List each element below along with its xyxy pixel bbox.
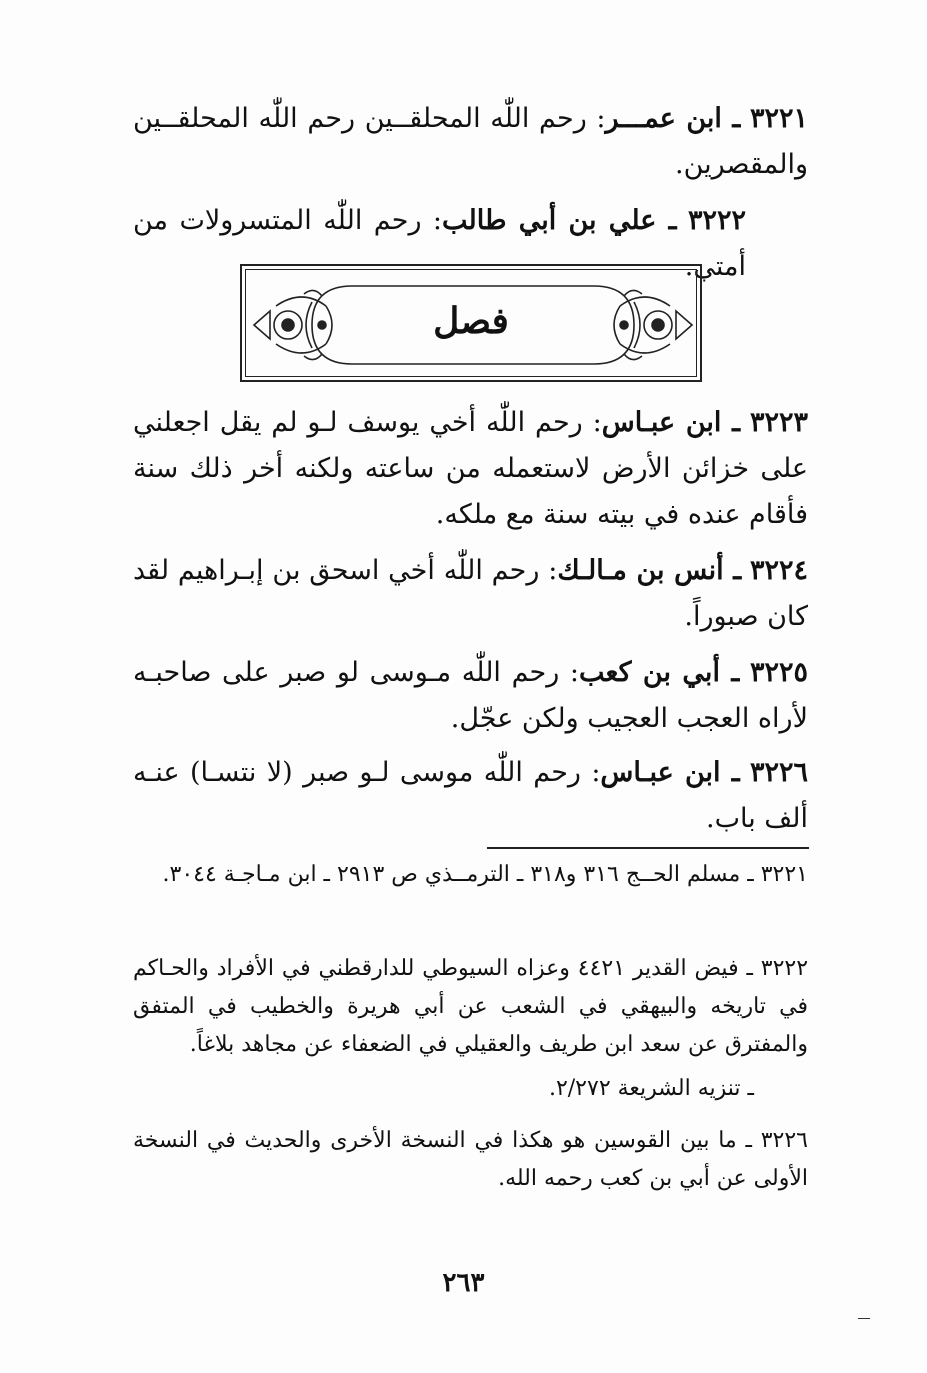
- hadith-entry-3221: ٣٢٢١ ـ ابن عمـــر: رحم اللّٰه المحلقــين رحم اللّٰه المحلقــين والمقصرين.: [133, 103, 808, 180]
- entry-number: ٣٢٢٥: [750, 657, 809, 688]
- hadith-text: رحم اللّٰه أخي اسحق بن إبـراهيم لقد كان صبوراً.: [133, 555, 808, 632]
- hadith-entry-3222: ٣٢٢٢ ـ علي بن أبي طالب: رحم اللّٰه المتسرولات من أمتي.: [133, 205, 746, 282]
- footnote-3226: ٣٢٢٦ ـ ما بين القوسين هو هكذا في النسخة الأخرى والحديث في النسخة الأولى عن أبي بن كعب رحمه الله.: [133, 1128, 808, 1191]
- hadith-text: رحم اللّٰه المحلقــين رحم اللّٰه المحلقــين والمقصرين.: [133, 103, 808, 180]
- section-heading-frame: [240, 264, 702, 382]
- hadith-entry-3226: ٣٢٢٦ ـ ابن عبـاس: رحم اللّٰه موسى لـو صبر (لا نتسـا) عنـه ألف باب.: [133, 757, 809, 834]
- entry-number: ٣٢٢٢: [687, 205, 746, 236]
- hadith-text: رحم اللّٰه مـوسى لو صبر على صاحبـه لأراه العجب العجيب ولكن عجّل.: [133, 657, 808, 734]
- footnote-3222: ٣٢٢٢ ـ فيض القدير ٤٤٢١ وعزاه السيوطي للدارقطني في الأفراد والحـاكم في تاريخه والبيهقي في الشعب عن أبي هريرة والخطيب في المتفق والمفترق عن سعد ابن طريف والعقيلي في الضعفاء عن مجاهد بلاغاً.: [133, 956, 809, 1057]
- narrator: علي بن أبي طالب: [442, 205, 657, 236]
- entry-number: ٣٢٢٦: [750, 757, 809, 788]
- narrator: ابن عمـــر: [605, 103, 722, 134]
- hadith-text: رحم اللّٰه المتسرولات من أمتي.: [133, 205, 746, 282]
- section-heading: فصل: [433, 300, 509, 342]
- page-number: ٢٦٣: [442, 1268, 485, 1298]
- narrator: أنس بن مـالـك: [557, 555, 724, 586]
- narrator: ابن عبـاس: [601, 407, 722, 438]
- entry-number: ٣٢٢١: [749, 103, 808, 134]
- entry-number: ٣٢٢٤: [750, 555, 809, 586]
- footnote-tanzih: ـ تنزيه الشريعة ٢/٢٧٢.: [548, 1076, 754, 1101]
- hadith-entry-3223: ٣٢٢٣ ـ ابن عبـاس: رحم اللّٰه أخي يوسف لـو لم يقل اجعلني على خزائن الأرض لاستعمله من ساعته ولكنه أخر ذلك سنة فأقام عنده في بيته سنة مع ملكه.: [133, 407, 809, 530]
- entry-number: ٣٢٢٣: [750, 407, 809, 438]
- hadith-text: رحم اللّٰه موسى لـو صبر (لا نتسـا) عنـه ألف باب.: [133, 757, 808, 834]
- margin-mark: [858, 1318, 870, 1319]
- footnote-3221: ٣٢٢١ ـ مسلم الحــج ٣١٦ و٣١٨ ـ الترمــذي ص ٢٩١٣ ـ ابن مـاجـة ٣٠٤٤.: [162, 862, 808, 887]
- narrator: أبي بن كعب: [579, 657, 720, 688]
- narrator: ابن عبـاس: [600, 757, 721, 788]
- hadith-text: رحم اللّٰه أخي يوسف لـو لم يقل اجعلني على خزائن الأرض لاستعمله من ساعته ولكنه أخر ذلك سنة فأقام عنده في بيته سنة مع ملكه.: [133, 407, 808, 530]
- footnote-separator: [487, 847, 809, 849]
- hadith-entry-3225: ٣٢٢٥ ـ أبي بن كعب: رحم اللّٰه مـوسى لو صبر على صاحبـه لأراه العجب العجيب ولكن عجّل.: [133, 657, 809, 734]
- hadith-entry-3224: ٣٢٢٤ ـ أنس بن مـالـك: رحم اللّٰه أخي اسحق بن إبـراهيم لقد كان صبوراً.: [133, 555, 809, 632]
